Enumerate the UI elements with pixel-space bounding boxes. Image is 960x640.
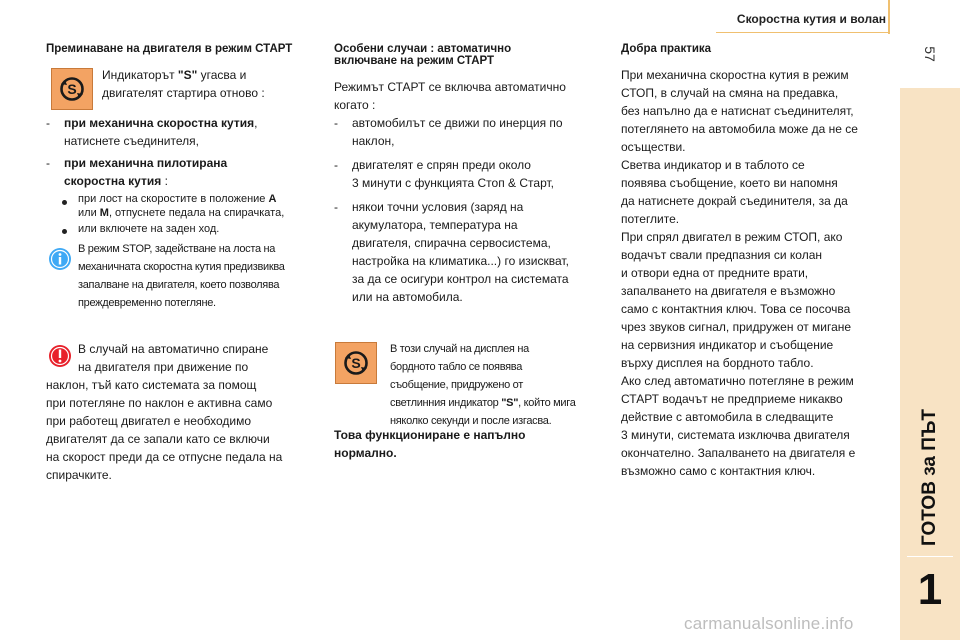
dash: - (334, 158, 338, 172)
case-stopped-line1: двигателят е спрян преди около (352, 158, 531, 172)
text-line: окончателно. Запалването на двигателя е (621, 446, 856, 460)
text-line: осъществи. (621, 140, 686, 154)
chapter-number: 1 (917, 565, 943, 614)
bullet-dot (62, 200, 67, 205)
col2-intro-line2: когато : (334, 98, 376, 112)
stop-start-indicator-icon (51, 68, 93, 110)
case-line: двигателя, спирачна сервосистема, (352, 236, 551, 250)
text-line: да натиснете докрай съединителя, за да (621, 194, 848, 208)
text-line: действие с автомобила в следващите (621, 410, 834, 424)
text-line: чрез звуков сигнал, придружен от мигане (621, 320, 852, 334)
text-line: 3 минути, системата изключва двигателя (621, 428, 850, 442)
warning-line: спирачките. (46, 468, 112, 482)
watermark: carmanualsonline.info (684, 614, 854, 633)
warning-line: при потегляне по наклон е активна само (46, 396, 273, 410)
dash: - (46, 156, 50, 170)
chapter-separator (907, 556, 953, 557)
dash: - (334, 116, 338, 130)
page-number: 57 (922, 46, 938, 62)
case-conditions (352, 198, 604, 306)
item-manual-gearbox: при механична скоростна кутия, (64, 116, 258, 130)
display-line: бордното табло се появява (390, 361, 523, 373)
stop-start-indicator-icon (335, 342, 377, 384)
bullet-reverse: или включете на заден ход. (78, 223, 220, 235)
text-line: и отвори една от предните врати, (621, 266, 809, 280)
header-rule (716, 32, 890, 33)
svg-text:S: S (67, 81, 77, 97)
display-line: няколко секунди и после изгасва. (390, 415, 552, 427)
display-line: съобщение, придружено от (390, 379, 523, 391)
display-line: В този случай на дисплея на (390, 343, 529, 355)
info-note (78, 240, 326, 312)
text-line: без напълно да е натиснат съединителят, (621, 104, 854, 118)
case-line: акумулатора, температура на (352, 218, 518, 232)
indicator-text-line2: двигателят стартира отново : (102, 86, 265, 100)
case-coasting-line2: наклон, (352, 134, 395, 148)
info-icon (48, 247, 72, 271)
text-line: потеглянето на автомобила може да не се (621, 122, 858, 136)
case-line: някои точни условия (заряд на (352, 200, 524, 214)
good-practice-text (621, 66, 893, 480)
item-piloted-gearbox-line2: скоростна кутия : (64, 174, 168, 188)
section-title: Скоростна кутия и волан (736, 12, 886, 26)
info-line: запалване на двигателя, което позволява (78, 279, 280, 291)
text-line: само с контактния ключ. Това се посочва (621, 302, 851, 316)
sidebar-band (900, 88, 960, 640)
warning-line: двигателят да се запали като се включи (46, 432, 270, 446)
info-line: механичната скоростна кутия предизвиква (78, 261, 285, 273)
text-line: появява съобщение, което ви напомня (621, 176, 838, 190)
text-line: върху дисплея на бордното табло. (621, 356, 814, 370)
text-line: СТАРТ водачът не предприеме никакво (621, 392, 843, 406)
dash: - (334, 200, 338, 214)
text-line: Ако след автоматично потегляне в режим (621, 374, 854, 388)
warning-line: на скорост преди да се отпусне педала на (46, 450, 283, 464)
indicator-text-line1: Индикаторът "S" угасва и (102, 68, 247, 82)
chapter-title: ГОТОВ за ПЪТ (919, 408, 940, 546)
warning-line: наклон, тъй като системата за помощ (46, 378, 257, 392)
text-line: СТОП, в случай на смяна на предавка, (621, 86, 839, 100)
text-line: При механична скоростна кутия в режим (621, 68, 849, 82)
item-manual-gearbox-line2: натиснете съединителя, (64, 134, 199, 148)
bullet-gear-position: при лост на скоростите в положение A или M, отпуснете педала на спирачката, (78, 193, 285, 219)
normal-operation-line1: Това функциониране е напълно (334, 428, 526, 442)
case-coasting-line1: автомобилът се движи по инерция по (352, 116, 563, 130)
svg-text:S: S (351, 355, 361, 371)
text-line: водачът свали предпазния си колан (621, 248, 823, 262)
case-line: настройка на климатика...) го изискват, (352, 254, 569, 268)
case-line: за да се осигури контрол на системата (352, 272, 569, 286)
warning-line: на двигателя при движение по (78, 360, 249, 374)
dash: - (46, 116, 50, 130)
display-note (390, 340, 608, 430)
col1-heading: Преминаване на двигателя в режим СТАРТ (46, 43, 293, 55)
normal-operation-line2: нормално. (334, 446, 397, 460)
info-line: преждевременно потегляне. (78, 297, 216, 309)
info-line: В режим STOP, задействане на лоста на (78, 243, 276, 255)
warning-body (46, 376, 326, 484)
text-line: потеглите. (621, 212, 680, 226)
display-line: светлинния индикатор "S", който мига (390, 397, 576, 409)
warning-line: В случай на автоматично спиране (78, 342, 269, 356)
text-line: на сервизния индикатор и съобщение (621, 338, 834, 352)
col2-heading-line2: включване на режим СТАРТ (334, 55, 495, 67)
item-piloted-gearbox-line1: при механична пилотирана (64, 156, 228, 170)
text-line: При спрял двигател в режим СТОП, ако (621, 230, 843, 244)
warning-line: при работещ двигател е необходимо (46, 414, 252, 428)
text-line: Светва индикатор и в таблото се (621, 158, 805, 172)
case-line: или на автомобила. (352, 290, 463, 304)
col2-intro-line1: Режимът СТАРТ се включва автоматично (334, 80, 566, 94)
text-line: възможно само с контактния ключ. (621, 464, 816, 478)
text-line: запалването на двигателя е възможно (621, 284, 836, 298)
case-stopped-line2: 3 минути с функцията Стоп & Старт, (352, 176, 554, 190)
warning-icon (48, 344, 72, 368)
col2-heading-line1: Особени случаи : автоматично (334, 43, 512, 55)
header-tab-rule (888, 0, 890, 34)
bullet-dot (62, 229, 67, 234)
col3-heading: Добра практика (621, 43, 712, 55)
